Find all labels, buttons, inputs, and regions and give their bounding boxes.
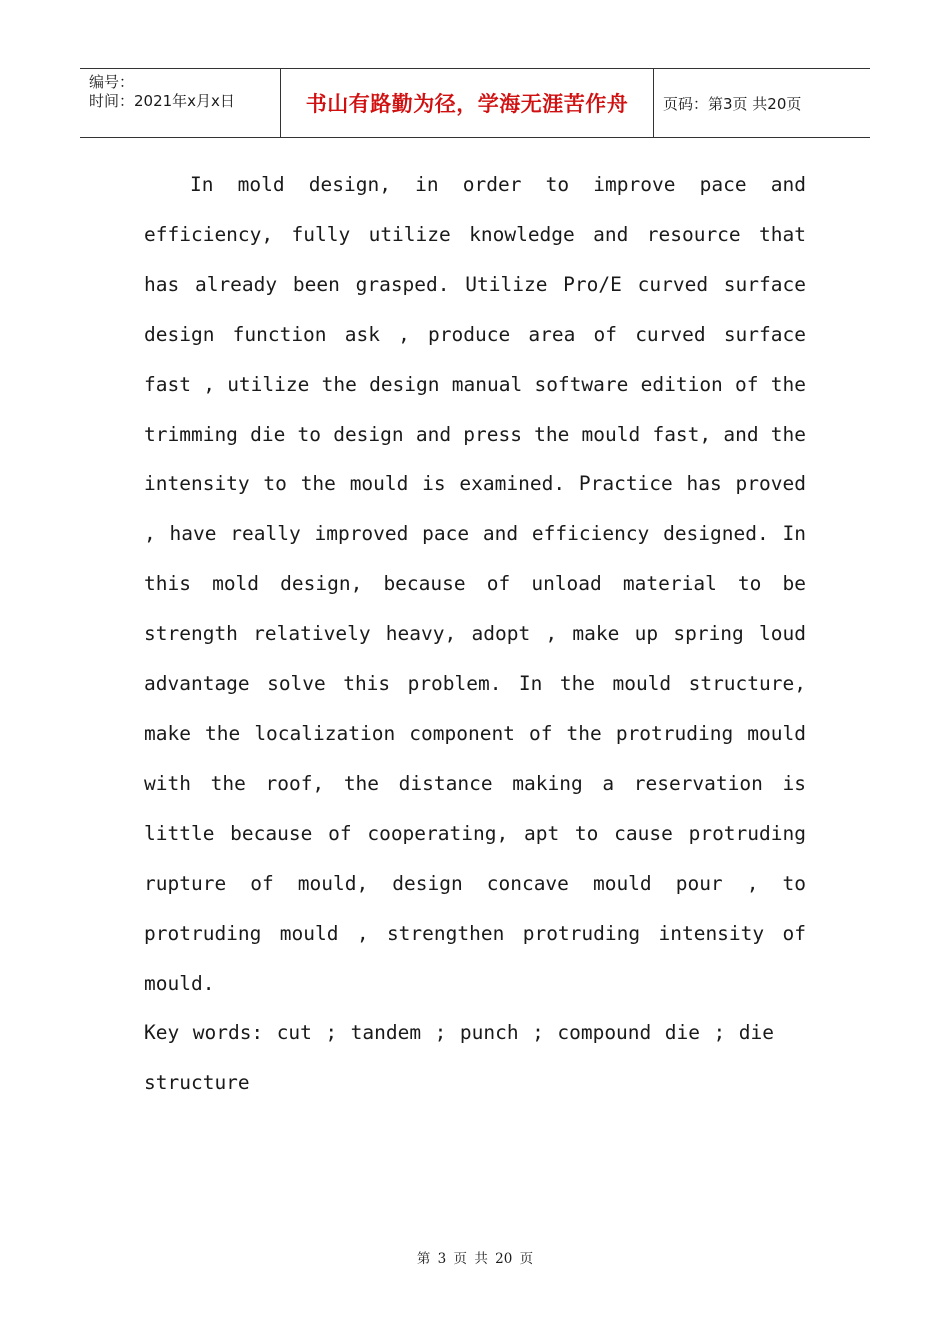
header-page-cell [654, 69, 870, 137]
document-number-label: 编号： [89, 73, 135, 91]
document-time-label: 时间：2021年x月x日 [89, 92, 235, 110]
abstract-paragraph: In mold design, in order to improve pace and efficiency, fully utilize knowledge and resource that has already been grasped. Utilize Pro/E curved surface design function ask , produce area of curved surface fast , utilize the design manual software edition of the trimming die to design and press the mould fast, and the intensity to the mould is examined. Practice has proved , have really improved pace and efficiency designed. In this mold design, because of unload material to be strength relatively heavy, adopt , make up spring loud advantage solve this problem. In the mould structure, make the localization component of the protruding mould with the roof, the distance making a reservation is little because of cooperating, apt to cause protruding rupture of mould, design concave mould pour , to protruding mould , strengthen protruding intensity of mould. [144, 173, 806, 995]
keywords-paragraph: Key words: cut ; tandem ; punch ; compound die ; die structure [144, 1021, 774, 1095]
document-body [144, 160, 806, 1108]
header-motto: 书山有路勤为径，学海无涯苦作舟 [305, 92, 629, 116]
header-page-code: 页码：第3页 共20页 [663, 94, 802, 113]
header-meta-cell [80, 69, 281, 137]
document-header [80, 68, 870, 138]
page-footer: 第 3 页 共 20 页 [416, 1251, 534, 1267]
header-motto-cell [281, 69, 654, 137]
